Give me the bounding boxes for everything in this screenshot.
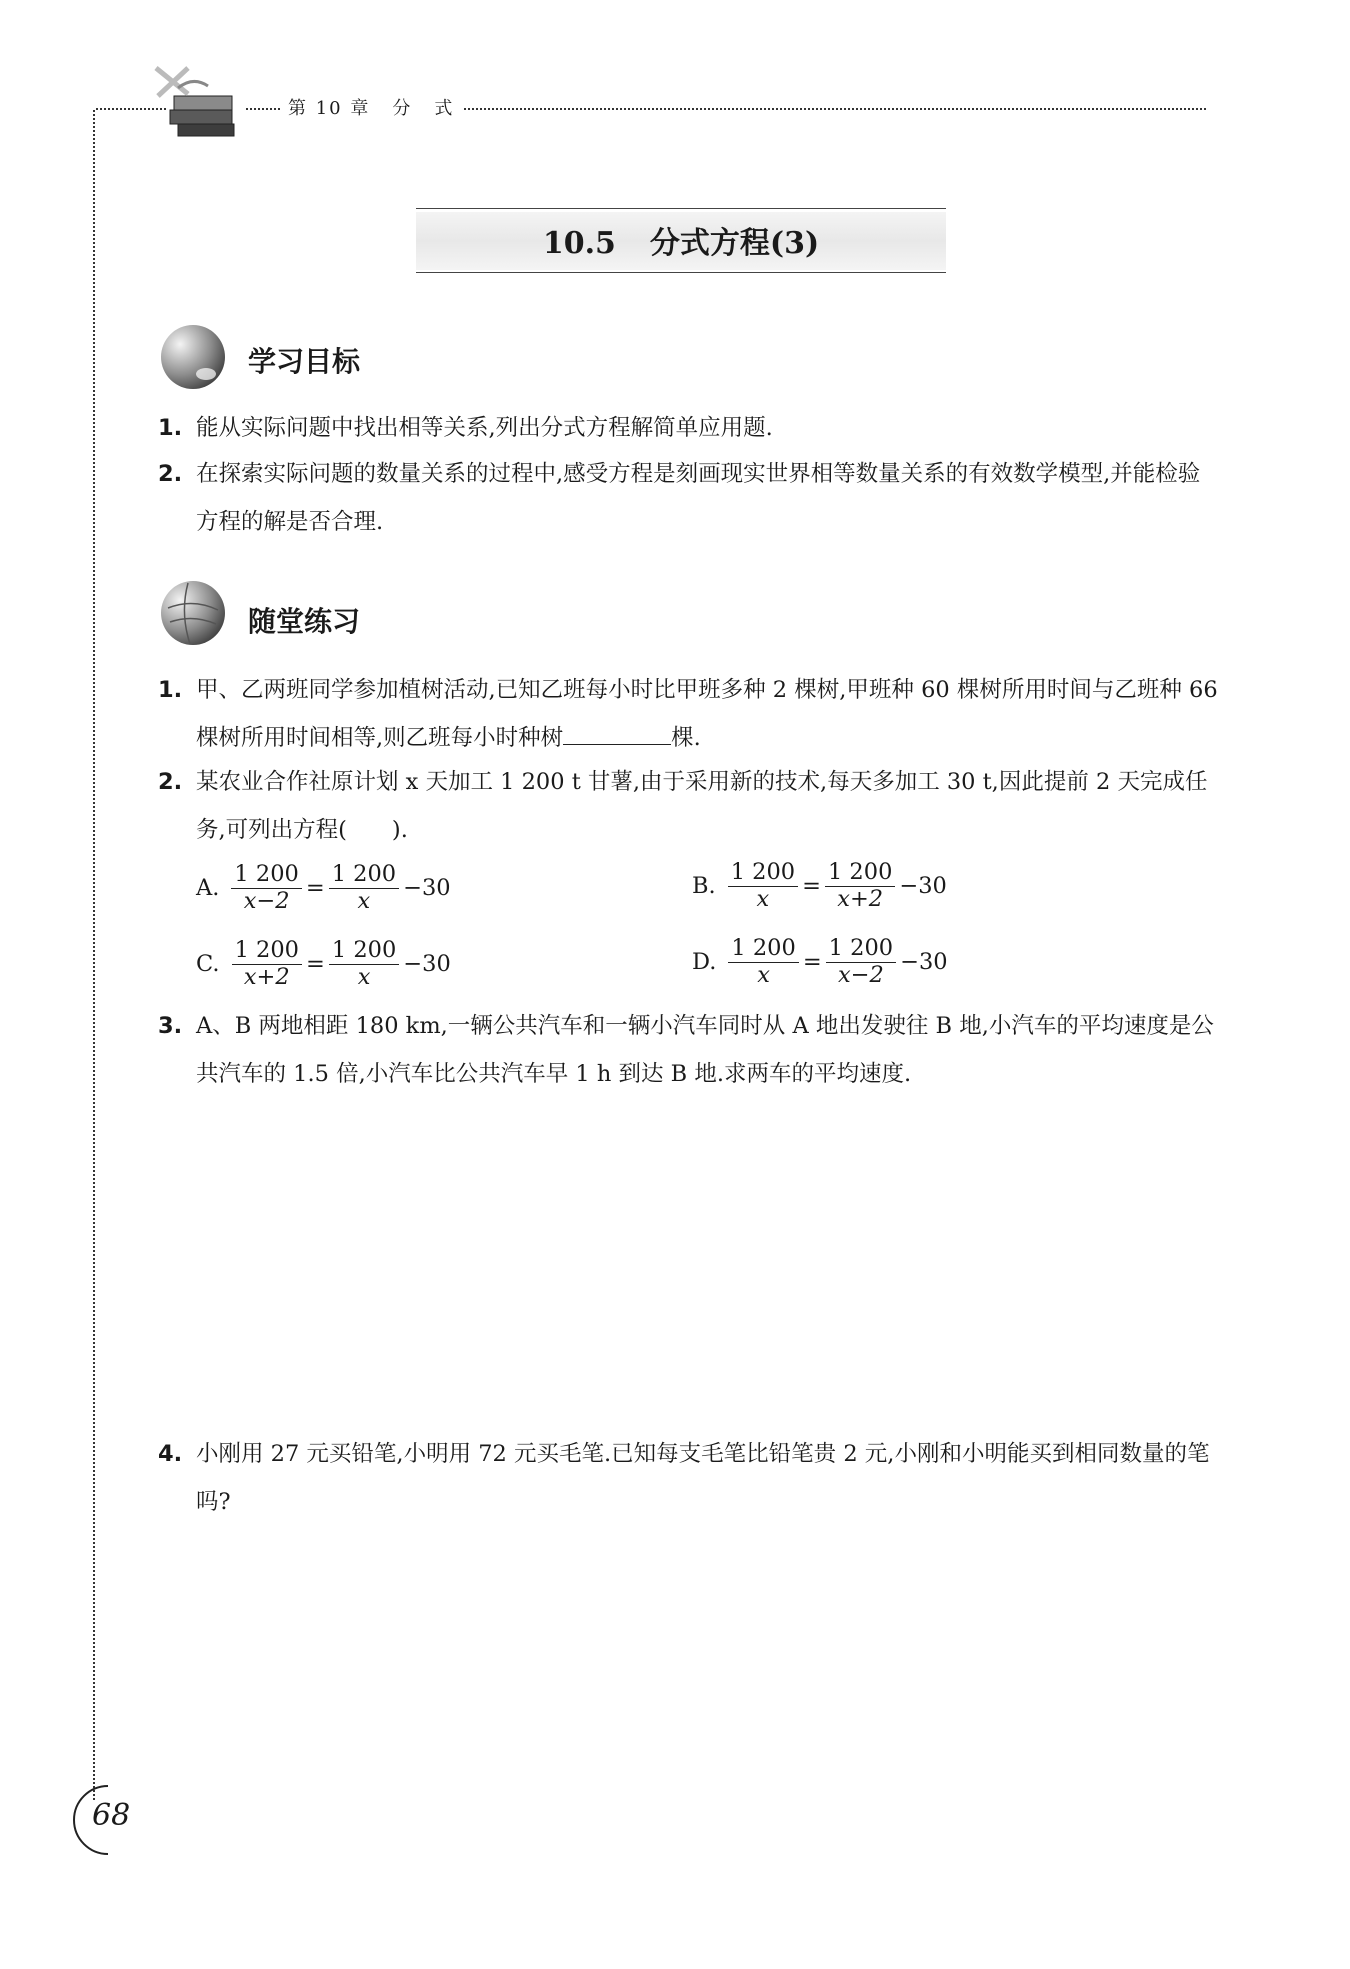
title-rule-bottom [416, 272, 946, 273]
page-number: 68 [92, 1798, 131, 1833]
numerator: 1 200 [329, 862, 399, 889]
fraction [231, 862, 301, 915]
header-dotted-rule-right [464, 108, 1206, 110]
globe-icon [158, 578, 228, 648]
option-tail: −30 [403, 951, 451, 978]
question-2 [158, 758, 1218, 854]
option-label: B. [692, 873, 716, 900]
fraction [329, 862, 399, 915]
denominator: x−2 [837, 961, 884, 988]
margin-dotted-rule [93, 110, 95, 1800]
equals-sign: = [802, 873, 821, 900]
numerator: 1 200 [826, 936, 896, 963]
option-tail: −30 [899, 873, 947, 900]
option-tail: −30 [900, 949, 948, 976]
item-text: 在探索实际问题的数量关系的过程中,感受方程是刻画现实世界相等数量关系的有效数学模型,并能检验方程的解是否合理. [196, 461, 1201, 535]
denominator: x [757, 961, 770, 988]
fraction [825, 860, 895, 913]
denominator: x+2 [243, 963, 290, 990]
question-text: 某农业合作社原计划 x 天加工 1 200 t 甘薯,由于采用新的技术,每天多加工 30 t,因此提前 2 天完成任务,可列出方程( ). [196, 769, 1208, 843]
question-text-after: 棵. [671, 725, 701, 751]
denominator: x−2 [243, 887, 290, 914]
option-b[interactable] [692, 860, 949, 913]
question-4 [158, 1430, 1218, 1526]
question-text: A、B 两地相距 180 km,一辆公共汽车和一辆小汽车同时从 A 地出发驶往 B 地,小汽车的平均速度是公共汽车的 1.5 倍,小汽车比公共汽车早 1 h 到达 B 地.求两车的平均速度. [196, 1013, 1214, 1087]
practice-heading: 随堂练习 [248, 605, 361, 638]
denominator: x [357, 963, 371, 990]
globe-icon [158, 322, 228, 392]
equals-sign: = [802, 949, 822, 976]
option-label: C. [196, 951, 220, 978]
fraction [728, 936, 798, 989]
option-d[interactable] [692, 936, 950, 989]
question-1 [158, 666, 1218, 762]
fraction [728, 860, 798, 913]
header-dotted-rule-mid [246, 108, 280, 110]
question-number: 3. [158, 1013, 183, 1039]
numerator: 1 200 [728, 860, 798, 887]
numerator: 1 200 [728, 936, 798, 963]
numerator: 1 200 [232, 938, 302, 965]
equals-sign: = [306, 951, 325, 978]
equals-sign: = [305, 875, 325, 902]
question-number: 1. [158, 677, 183, 703]
question-text [196, 666, 1218, 762]
fraction [232, 938, 302, 991]
chapter-number: 第 10 章 [288, 98, 371, 119]
question-3 [158, 1002, 1218, 1098]
option-label: A. [196, 875, 220, 902]
item-text: 能从实际问题中找出相等关系,列出分式方程解简单应用题. [196, 415, 773, 441]
denominator: x [357, 887, 371, 914]
objectives-heading: 学习目标 [248, 345, 361, 378]
option-label: D. [692, 949, 717, 976]
option-c[interactable] [196, 938, 453, 991]
objective-item [158, 450, 1218, 546]
numerator: 1 200 [825, 860, 895, 887]
question-text: 小刚用 27 元买铅笔,小明用 72 元买毛笔.已知每支毛笔比铅笔贵 2 元,小刚和小明能买到相同数量的笔吗? [196, 1441, 1210, 1515]
chapter-name-char-1: 分 [392, 98, 413, 119]
question-number: 4. [158, 1441, 183, 1467]
chapter-name-char-2: 式 [434, 98, 455, 119]
question-text-before: 甲、乙两班同学参加植树活动,已知乙班每小时比甲班多种 2 棵树,甲班种 60 棵树所用时间与乙班种 66 棵树所用时间相等,则乙班每小时种树 [196, 677, 1218, 751]
numerator: 1 200 [231, 862, 301, 889]
option-tail: −30 [403, 875, 451, 902]
denominator: x+2 [837, 885, 884, 912]
section-title-text: 分式方程(3) [649, 226, 820, 261]
chapter-label [288, 94, 476, 120]
fraction [329, 938, 399, 991]
fraction [826, 936, 896, 989]
denominator: x [756, 885, 770, 912]
numerator: 1 200 [329, 938, 399, 965]
title-rule-top [416, 208, 946, 209]
question-number: 2. [158, 769, 183, 795]
section-title [416, 218, 946, 262]
option-a[interactable] [196, 862, 453, 915]
section-number: 10.5 [542, 226, 616, 261]
answer-blank[interactable] [563, 718, 671, 745]
item-number: 1. [158, 415, 183, 441]
item-number: 2. [158, 461, 183, 487]
books-icon [148, 58, 248, 148]
objective-item [158, 404, 1218, 452]
